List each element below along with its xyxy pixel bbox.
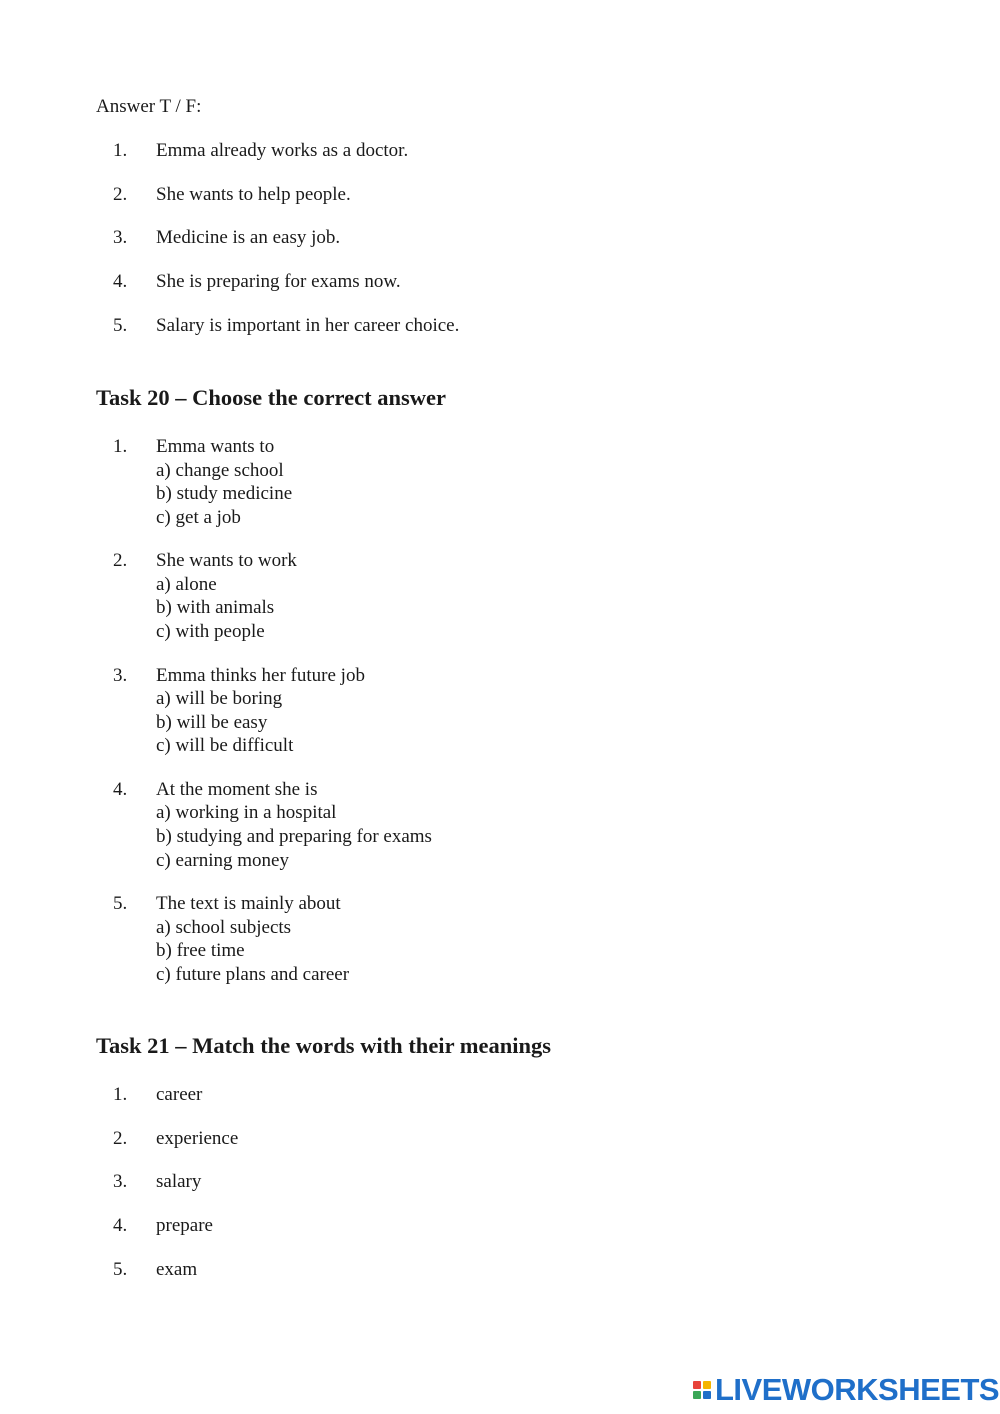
answer-option: a) working in a hospital [156,802,337,824]
answer-option: b) studying and preparing for exams [156,826,432,848]
answer-option: b) will be easy [156,711,268,733]
match-word-item [0,1128,1000,1172]
item-number: 3. [113,227,128,249]
tf-item [0,271,1000,315]
item-number: 4. [113,778,128,800]
question-stem: The text is mainly about [156,893,341,915]
task-20-heading: Task 20 – Choose the correct answer [96,385,446,410]
tf-instructions: Answer T / F: [96,96,202,117]
match-word: prepare [156,1215,213,1237]
tf-statement: Salary is important in her career choice. [156,314,460,336]
liveworksheets-logo-icon [693,1377,713,1403]
item-number: 3. [113,664,128,686]
item-number: 2. [113,183,128,205]
question-stem: At the moment she is [156,778,318,800]
mc-question [0,549,1000,663]
answer-option: a) will be boring [156,688,283,710]
match-word-item [0,1171,1000,1215]
tf-item [0,140,1000,184]
answer-option: b) with animals [156,597,275,619]
answer-option: a) alone [156,573,217,595]
answer-option: c) with people [156,621,265,643]
task-20-questions [0,435,1000,1006]
match-word: salary [156,1171,202,1193]
item-number: 1. [113,436,128,457]
task-21-words [0,1084,1000,1302]
tf-statement: She is preparing for exams now. [156,271,401,293]
item-number: 4. [113,1215,128,1237]
mc-question [0,435,1000,549]
item-number: 4. [113,271,128,293]
tf-item [0,227,1000,271]
match-word: career [156,1084,203,1105]
match-word: exam [156,1258,198,1280]
tf-statement: Medicine is an easy job. [156,227,341,249]
mc-question [0,892,1000,1006]
item-number: 5. [113,893,128,915]
tf-item [0,184,1000,228]
answer-option: a) change school [156,459,284,481]
answer-option: c) future plans and career [156,963,350,985]
liveworksheets-wordmark: LIVEWORKSHEETS [715,1372,1000,1407]
tf-statement: She wants to help people. [156,183,351,205]
item-number: 3. [113,1171,128,1193]
liveworksheets-logo [693,1372,999,1408]
item-number: 1. [113,1084,128,1105]
answer-option: c) will be difficult [156,735,294,757]
match-word: experience [156,1127,239,1149]
item-number: 2. [113,550,128,572]
question-stem: She wants to work [156,550,297,572]
answer-option: a) school subjects [156,916,292,938]
item-number: 5. [113,314,128,336]
match-word-item [0,1215,1000,1259]
match-word-item [0,1084,1000,1128]
item-number: 1. [113,140,128,161]
task-21-heading: Task 21 – Match the words with their meanings [96,1033,552,1058]
answer-option: c) earning money [156,849,289,871]
answer-option: b) free time [156,940,245,962]
tf-statement: Emma already works as a doctor. [156,140,409,161]
item-number: 2. [113,1127,128,1149]
answer-option: b) study medicine [156,483,293,505]
tf-item [0,315,1000,359]
mc-question [0,778,1000,892]
answer-option: c) get a job [156,506,241,528]
question-stem: Emma thinks her future job [156,664,365,686]
tf-list [0,140,1000,358]
match-word-item [0,1259,1000,1303]
mc-question [0,664,1000,778]
item-number: 5. [113,1258,128,1280]
question-stem: Emma wants to [156,436,275,457]
